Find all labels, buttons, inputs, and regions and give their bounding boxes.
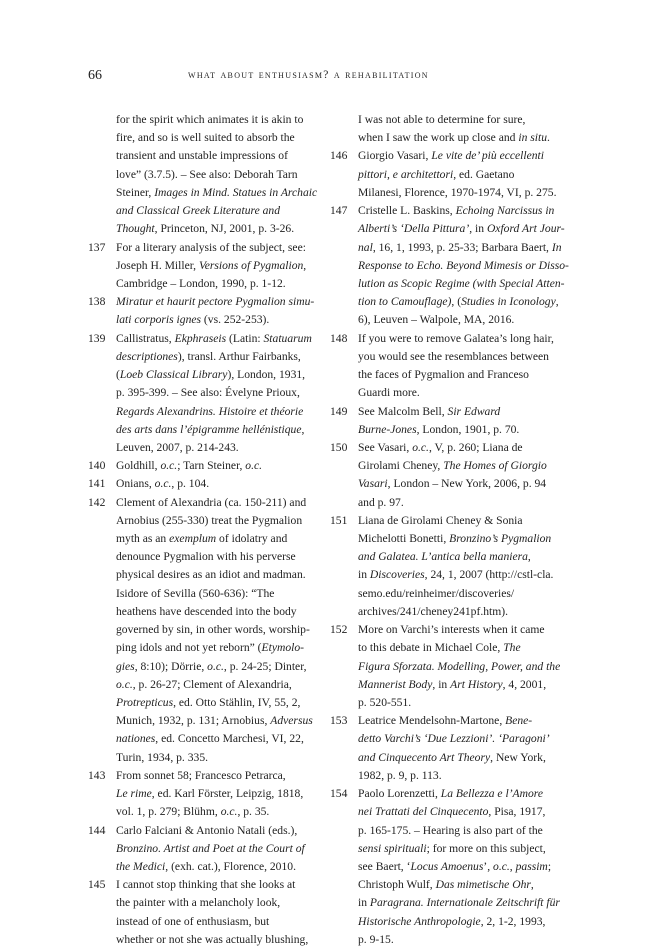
footnote-144	[88, 822, 330, 877]
footnote-146	[330, 147, 570, 202]
footnote-line: you would see the resemblances between	[358, 349, 549, 363]
footnote-continuation	[88, 111, 330, 239]
footnote-line: See Malcolm Bell, Sir Edward	[358, 404, 501, 418]
footnote-line: and Classical Greek Literature and	[116, 204, 281, 218]
footnote-line: If you were to remove Galatea’s long hair,	[358, 331, 554, 345]
footnote-line: Vasari, London – New York, 2006, p. 94	[358, 477, 547, 491]
footnote-line: nal, 16, 1, 1993, p. 25-33; Barbara Baert, In	[358, 240, 562, 254]
footnote-142	[88, 494, 330, 767]
footnote-147	[330, 202, 570, 330]
footnote-line: to this debate in Michael Cole, The	[358, 641, 521, 655]
footnote-140	[88, 457, 330, 475]
footnote-143	[88, 767, 330, 822]
footnote-line: tion to Camouflage), (Studies in Iconology,	[358, 295, 559, 309]
footnote-line: Clement of Alexandria (ca. 150-211) and	[116, 495, 307, 509]
footnote-line: Alberti’s ‘Della Pittura’, in Oxford Art Jour-	[358, 222, 565, 236]
footnote-line: Thought, Princeton, NJ, 2001, p. 3-26.	[116, 222, 295, 236]
footnote-line: semo.edu/reinheimer/discoveries/	[358, 586, 515, 600]
footnote-line: des arts dans l’épigramme hellénistique,	[116, 422, 305, 436]
footnote-line: Liana de Girolami Cheney & Sonia	[358, 513, 523, 527]
footnote-line: whether or not she was actually blushing,	[116, 932, 309, 946]
footnote-line: (Loeb Classical Library), London, 1931,	[116, 368, 306, 382]
footnote-line: For a literary analysis of the subject, see:	[116, 240, 306, 254]
footnote-line: for the spirit which animates it is akin to	[116, 113, 304, 126]
footnote-149	[330, 403, 570, 439]
footnote-line: detto Varchi’s ‘Due Lezzioni’. ‘Paragoni’	[358, 732, 550, 746]
footnote-number: 147	[330, 204, 348, 218]
footnote-line: gies, 8:10); Dörrie, o.c., p. 24-25; Dinter,	[116, 659, 307, 673]
footnote-line: descriptiones), transl. Arthur Fairbanks,	[116, 349, 301, 363]
footnote-137	[88, 239, 330, 294]
footnote-line: Steiner, Images in Mind. Statues in Archaic	[116, 185, 318, 199]
footnote-line: Protrepticus, ed. Otto Stählin, IV, 55, 2,	[116, 696, 301, 709]
footnote-line: Response to Echo. Beyond Mimesis or Disso-	[358, 258, 569, 272]
footnote-line: Carlo Falciani & Antonio Natali (eds.),	[116, 823, 298, 837]
footnote-number: 143	[88, 768, 106, 782]
footnote-line: pittori, e architettori, ed. Gaetano	[358, 167, 515, 181]
footnote-number: 139	[88, 331, 106, 345]
footnote-line: Mannerist Body, in Art History, 4, 2001,	[358, 677, 547, 691]
footnote-line: 1982, p. 9, p. 113.	[358, 768, 442, 782]
footnote-line: Cristelle L. Baskins, Echoing Narcissus in	[358, 204, 555, 218]
footnote-number: 142	[88, 495, 106, 509]
footnote-line: the faces of Pygmalion and Franceso	[358, 368, 529, 382]
footnote-number: 150	[330, 440, 348, 454]
footnote-line: Leatrice Mendelsohn-Martone, Bene-	[358, 714, 533, 728]
footnote-line: lution as Scopic Regime (with Special Atten-	[358, 276, 565, 290]
footnote-145	[88, 876, 330, 949]
footnote-line: the Medici, (exh. cat.), Florence, 2010.	[116, 859, 296, 873]
footnote-line: 6), Leuven – Walpole, MA, 2016.	[358, 313, 515, 327]
footnote-138	[88, 293, 330, 329]
footnote-line: Miratur et haurit pectore Pygmalion simu-	[116, 295, 315, 309]
footnote-number: 148	[330, 331, 348, 345]
footnote-line: p. 395-399. – See also: Évelyne Prioux,	[116, 386, 300, 400]
footnote-154	[330, 785, 570, 949]
footnote-number: 153	[330, 714, 348, 728]
footnote-line: Figura Sforzata. Modelling, Power, and the	[358, 659, 561, 673]
footnote-line: p. 520-551.	[358, 696, 412, 709]
footnote-line: From sonnet 58; Francesco Petrarca,	[116, 768, 286, 782]
footnote-line: o.c., p. 26-27; Clement of Alexandria,	[116, 677, 292, 691]
footnote-line: I cannot stop thinking that she looks at	[116, 878, 296, 892]
footnote-139	[88, 330, 330, 458]
footnote-number: 145	[88, 878, 106, 892]
notes-column-left	[88, 111, 330, 949]
footnote-line: I was not able to determine for sure,	[358, 113, 526, 126]
footnote-line: governed by sin, in other words, worship-	[116, 623, 310, 637]
running-head: what about enthusiasm? a rehabilitation	[188, 69, 429, 81]
footnote-line: denounce Pygmalion with his perverse	[116, 550, 296, 564]
footnote-line: Regards Alexandrins. Histoire et théorie	[116, 404, 304, 418]
footnote-line: Onians, o.c., p. 104.	[116, 477, 210, 491]
footnote-line: nei Trattati del Cinquecento, Pisa, 1917,	[358, 805, 546, 819]
footnote-line: Paolo Lorenzetti, La Bellezza e l’Amore	[358, 787, 544, 801]
footnote-line: p. 165-175. – Hearing is also part of the	[358, 823, 543, 837]
footnote-line: vol. 1, p. 279; Blühm, o.c., p. 35.	[116, 805, 270, 819]
footnote-line: in Paragrana. Internationale Zeitschrift für	[358, 896, 560, 910]
footnote-line: physical desires as an idiot and madman.	[116, 568, 306, 582]
footnote-line: Burne-Jones, London, 1901, p. 70.	[358, 422, 520, 436]
footnote-line: archives/241/cheney241pf.htm).	[358, 604, 509, 618]
footnote-line: Historische Anthropologie, 2, 1-2, 1993,	[358, 914, 546, 928]
footnote-line: Arnobius (255-330) treat the Pygmalion	[116, 513, 303, 527]
footnote-line: Callistratus, Ekphraseis (Latin: Statuarum	[116, 331, 312, 345]
footnote-line: Turin, 1934, p. 335.	[116, 750, 209, 764]
notes-column-right	[330, 111, 570, 949]
footnote-line: myth as an exemplum of idolatry and	[116, 532, 288, 546]
footnote-151	[330, 512, 570, 621]
footnote-number: 141	[88, 477, 106, 491]
footnote-number: 140	[88, 459, 106, 473]
footnote-line: lati corporis ignes (vs. 252-253).	[116, 313, 270, 327]
footnote-line: Guardi more.	[358, 386, 420, 400]
page-number: 66	[88, 68, 102, 83]
footnote-line: heathens have descended into the body	[116, 604, 297, 618]
footnote-line: Bronzino. Artist and Poet at the Court of	[116, 841, 305, 855]
footnote-148	[330, 330, 570, 403]
footnote-line: and Galatea. L’antica bella maniera,	[358, 550, 531, 564]
footnote-150	[330, 439, 570, 512]
footnote-number: 138	[88, 295, 106, 309]
footnote-141	[88, 475, 330, 493]
footnote-line: Christoph Wulf, Das mimetische Ohr,	[358, 878, 534, 892]
footnote-line: and p. 97.	[358, 495, 404, 509]
footnote-line: Goldhill, o.c.; Tarn Steiner, o.c.	[116, 459, 263, 473]
footnote-number: 151	[330, 513, 348, 527]
footnote-line: Munich, 1932, p. 131; Arnobius, Adversus	[116, 714, 313, 728]
footnote-line: More on Varchi’s interests when it came	[358, 623, 545, 637]
footnote-line: See Vasari, o.c., V, p. 260; Liana de	[358, 440, 523, 454]
footnote-line: see Baert, ‘Locus Amoenus’, o.c., passim;	[358, 859, 552, 873]
footnote-line: Joseph H. Miller, Versions of Pygmalion,	[116, 258, 307, 272]
footnote-number: 152	[330, 623, 348, 637]
footnote-line: Giorgio Vasari, Le vite de’ più eccellenti	[358, 149, 544, 163]
footnote-line: nationes, ed. Concetto Marchesi, VI, 22,	[116, 732, 304, 746]
footnote-line: and Cinquecento Art Theory, New York,	[358, 750, 546, 764]
footnote-line: Leuven, 2007, p. 214-243.	[116, 440, 239, 454]
footnote-continuation	[330, 111, 570, 147]
footnote-number: 149	[330, 404, 348, 418]
footnote-line: fire, and so is well suited to absorb the	[116, 131, 295, 145]
footnote-line: p. 9-15.	[358, 932, 394, 946]
footnote-line: Le rime, ed. Karl Förster, Leipzig, 1818,	[116, 787, 304, 801]
footnote-number: 146	[330, 149, 348, 163]
footnote-153	[330, 712, 570, 785]
footnote-line: Michelotti Bonetti, Bronzino’s Pygmalion	[358, 532, 552, 546]
footnote-line: sensi spirituali; for more on this subject,	[358, 841, 546, 855]
footnote-number: 154	[330, 787, 348, 801]
footnote-number: 137	[88, 240, 106, 254]
footnote-152	[330, 621, 570, 712]
footnote-line: transient and unstable impressions of	[116, 149, 288, 163]
footnote-line: instead of one of enthusiasm, but	[116, 914, 270, 928]
footnote-line: when I saw the work up close and in situ.	[358, 131, 550, 145]
footnote-line: Isidore of Sevilla (560-636): “The	[116, 586, 275, 600]
footnote-line: love” (3.7.5). – See also: Deborah Tarn	[116, 167, 298, 181]
footnote-line: Cambridge – London, 1990, p. 1-12.	[116, 276, 286, 290]
footnote-line: Milanesi, Florence, 1970-1974, VI, p. 275.	[358, 185, 557, 199]
footnote-line: Girolami Cheney, The Homes of Giorgio	[358, 459, 547, 473]
footnote-number: 144	[88, 823, 106, 837]
footnote-line: the painter with a melancholy look,	[116, 896, 281, 910]
footnote-line: in Discoveries, 24, 1, 2007 (http://cstl-cla.	[358, 568, 554, 582]
footnote-line: ping idols and not yet reborn” (Etymolo-	[116, 641, 305, 655]
